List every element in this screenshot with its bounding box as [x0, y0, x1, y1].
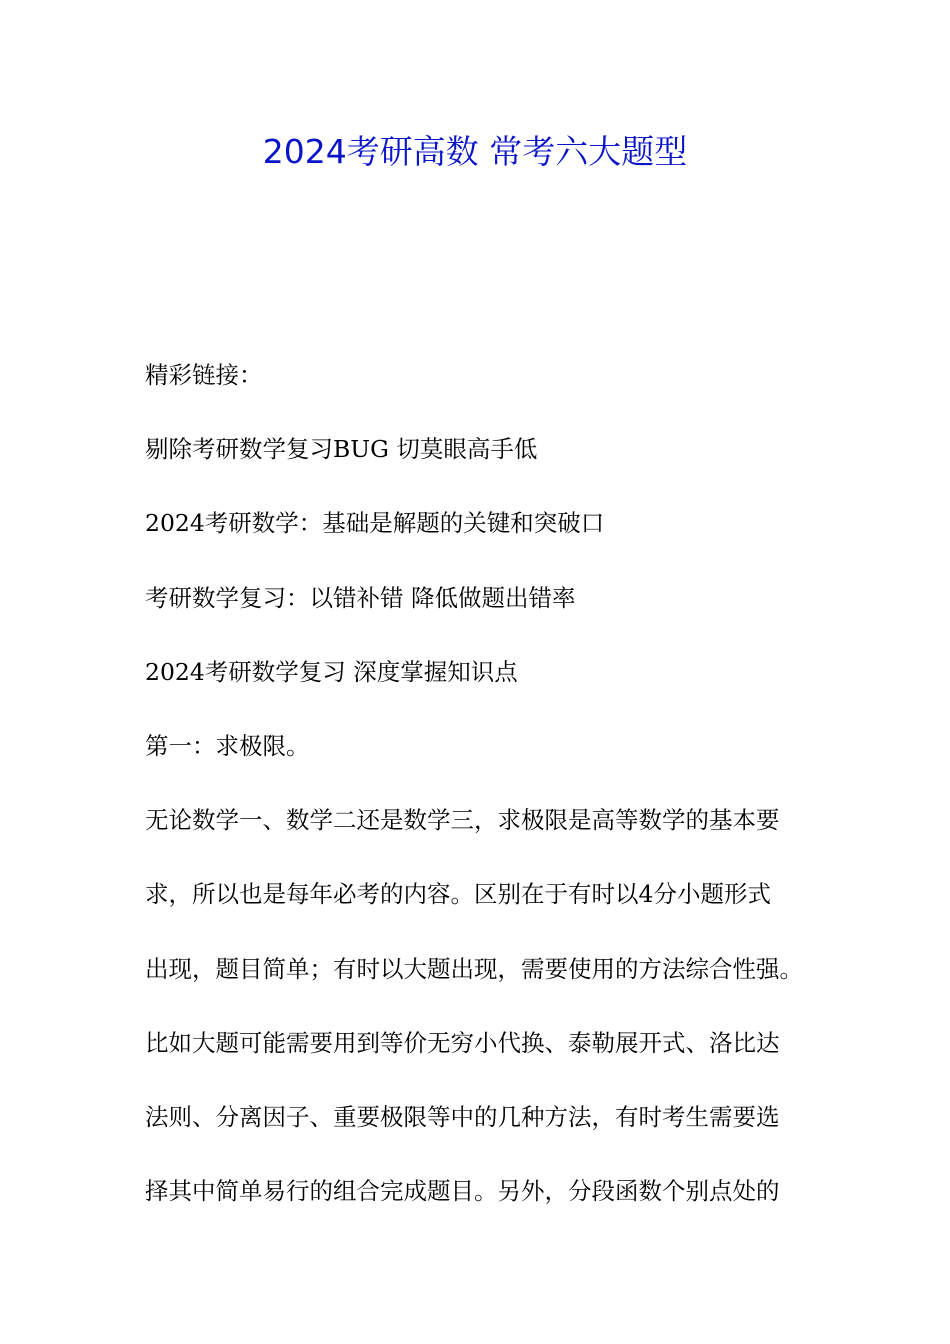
- paragraph-line-5: 法则、分离因子、重要极限等中的几种方法，有时考生需要选: [145, 1102, 780, 1131]
- paragraph-line-2: 求，所以也是每年必考的内容。区别在于有时以4分小题形式: [145, 880, 771, 909]
- section-heading: 第一：求极限。: [145, 731, 310, 760]
- document-body: [145, 338, 825, 1228]
- link-item-3[interactable]: 考研数学复习：以错补错 降低做题出错率: [145, 583, 576, 612]
- document-title: 2024考研高数 常考六大题型: [262, 132, 688, 171]
- link-item-4[interactable]: 2024考研数学复习 深度掌握知识点: [145, 657, 518, 686]
- links-heading: 精彩链接：: [145, 361, 263, 389]
- paragraph-line-6: 择其中简单易行的组合完成题目。另外，分段函数个别点处的: [145, 1177, 780, 1206]
- paragraph-line-3: 出现，题目简单；有时以大题出现，需要使用的方法综合性强。: [145, 954, 803, 983]
- link-item-2[interactable]: 2024考研数学：基础是解题的关键和突破口: [145, 509, 605, 538]
- paragraph-line-4: 比如大题可能需要用到等价无穷小代换、泰勒展开式、洛比达: [145, 1028, 780, 1057]
- paragraph-line-1: 无论数学一、数学二还是数学三，求极限是高等数学的基本要: [145, 806, 780, 835]
- link-item-1[interactable]: 剔除考研数学复习BUG 切莫眼高手低: [145, 435, 538, 464]
